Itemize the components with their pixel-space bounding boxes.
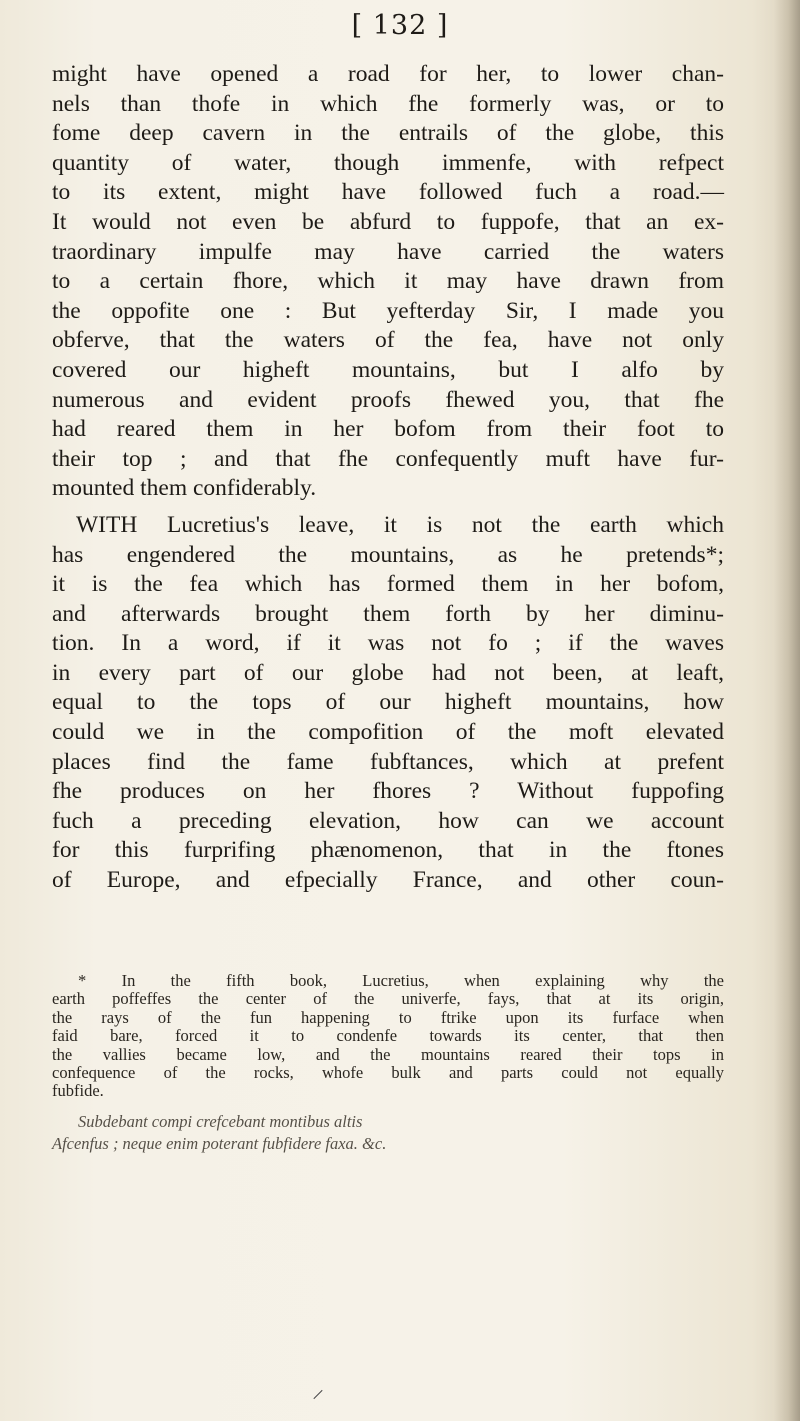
footnote-line: the vallies became low, and the mountains reared their tops in: [52, 1044, 724, 1064]
text-line: for this furprifing phænomenon, that in the ftones: [52, 837, 724, 864]
paragraph-1: [52, 60, 724, 504]
text-line: their top ; and that fhe confequently muft have fur-: [52, 445, 724, 472]
latin-quote: [52, 1111, 724, 1155]
text-line: numerous and evident proofs fhewed you, that fhe: [52, 386, 724, 413]
text-line: had reared them in her bofom from their foot to: [52, 416, 724, 443]
text-line: in every part of our globe had not been, at leaft,: [52, 659, 724, 686]
text-line: traordinary impulfe may have carried the waters: [52, 238, 724, 265]
text-line: of Europe, and efpecially France, and other coun-: [52, 867, 724, 894]
text-line: the oppofite one : But yefterday Sir, I made you: [52, 297, 724, 324]
text-line: places find the fame fubftances, which at prefent: [52, 748, 724, 775]
page-number: [ 132 ]: [351, 10, 449, 41]
text-line: covered our higheft mountains, but I alfo by: [52, 356, 724, 383]
text-line: might have opened a road for her, to lower chan-: [52, 61, 724, 87]
pen-mark: [313, 1390, 322, 1399]
footnote-line: faid bare, forced it to condenfe towards its center, that then: [52, 1026, 724, 1046]
text-line: mounted them confiderably.: [52, 475, 317, 502]
text-line: tion. In a word, if it was not fo ; if the waves: [52, 630, 724, 657]
text-line: could we in the compofition of the moft elevated: [52, 719, 724, 746]
footnote-line: earth poffeffes the center of the univerfe, fays, that at its origin,: [52, 989, 724, 1009]
footnote-line: the rays of the fun happening to ftrike upon its furface when: [52, 1007, 724, 1027]
text-line: equal to the tops of our higheft mountains, how: [52, 689, 724, 716]
text-line: fhe produces on her fhores ? Without fuppofing: [52, 778, 724, 805]
footnote-line: confequence of the rocks, whofe bulk and parts could not equally: [52, 1063, 724, 1083]
text-line: to a certain fhore, which it may have drawn from: [52, 268, 724, 295]
text-line: obferve, that the waters of the fea, have not only: [52, 327, 724, 354]
text-line: has engendered the mountains, as he pretends*;: [52, 541, 724, 568]
text-line: fuch a preceding elevation, how can we account: [52, 807, 724, 834]
text-line: WITH Lucretius's leave, it is not the earth which: [76, 511, 724, 538]
main-text: [52, 60, 724, 896]
paragraph-2: [52, 511, 724, 896]
quote-line: Subdebant compi crefcebant montibus altis: [78, 1111, 363, 1131]
text-line: to its extent, might have followed fuch a road.—: [52, 179, 724, 206]
footnote-line: * In the fifth book, Lucretius, when explaining why the: [78, 971, 724, 990]
text-line: It would not even be abfurd to fuppofe, that an ex-: [52, 208, 724, 235]
text-line: it is the fea which has formed them in her bofom,: [52, 571, 724, 598]
footnote: [52, 972, 724, 1155]
text-line: fome deep cavern in the entrails of the globe, this: [52, 120, 724, 147]
footnote-line: fubfide.: [52, 1081, 104, 1101]
quote-line: Afcenfus ; neque enim poterant fubfidere faxa. &c.: [52, 1133, 387, 1153]
text-line: quantity of water, though immenfe, with refpect: [52, 149, 724, 176]
page-edge-shadow: [774, 0, 800, 1421]
text-line: nels than thofe in which fhe formerly was, or to: [52, 90, 724, 117]
text-line: and afterwards brought them forth by her diminu-: [52, 600, 724, 627]
